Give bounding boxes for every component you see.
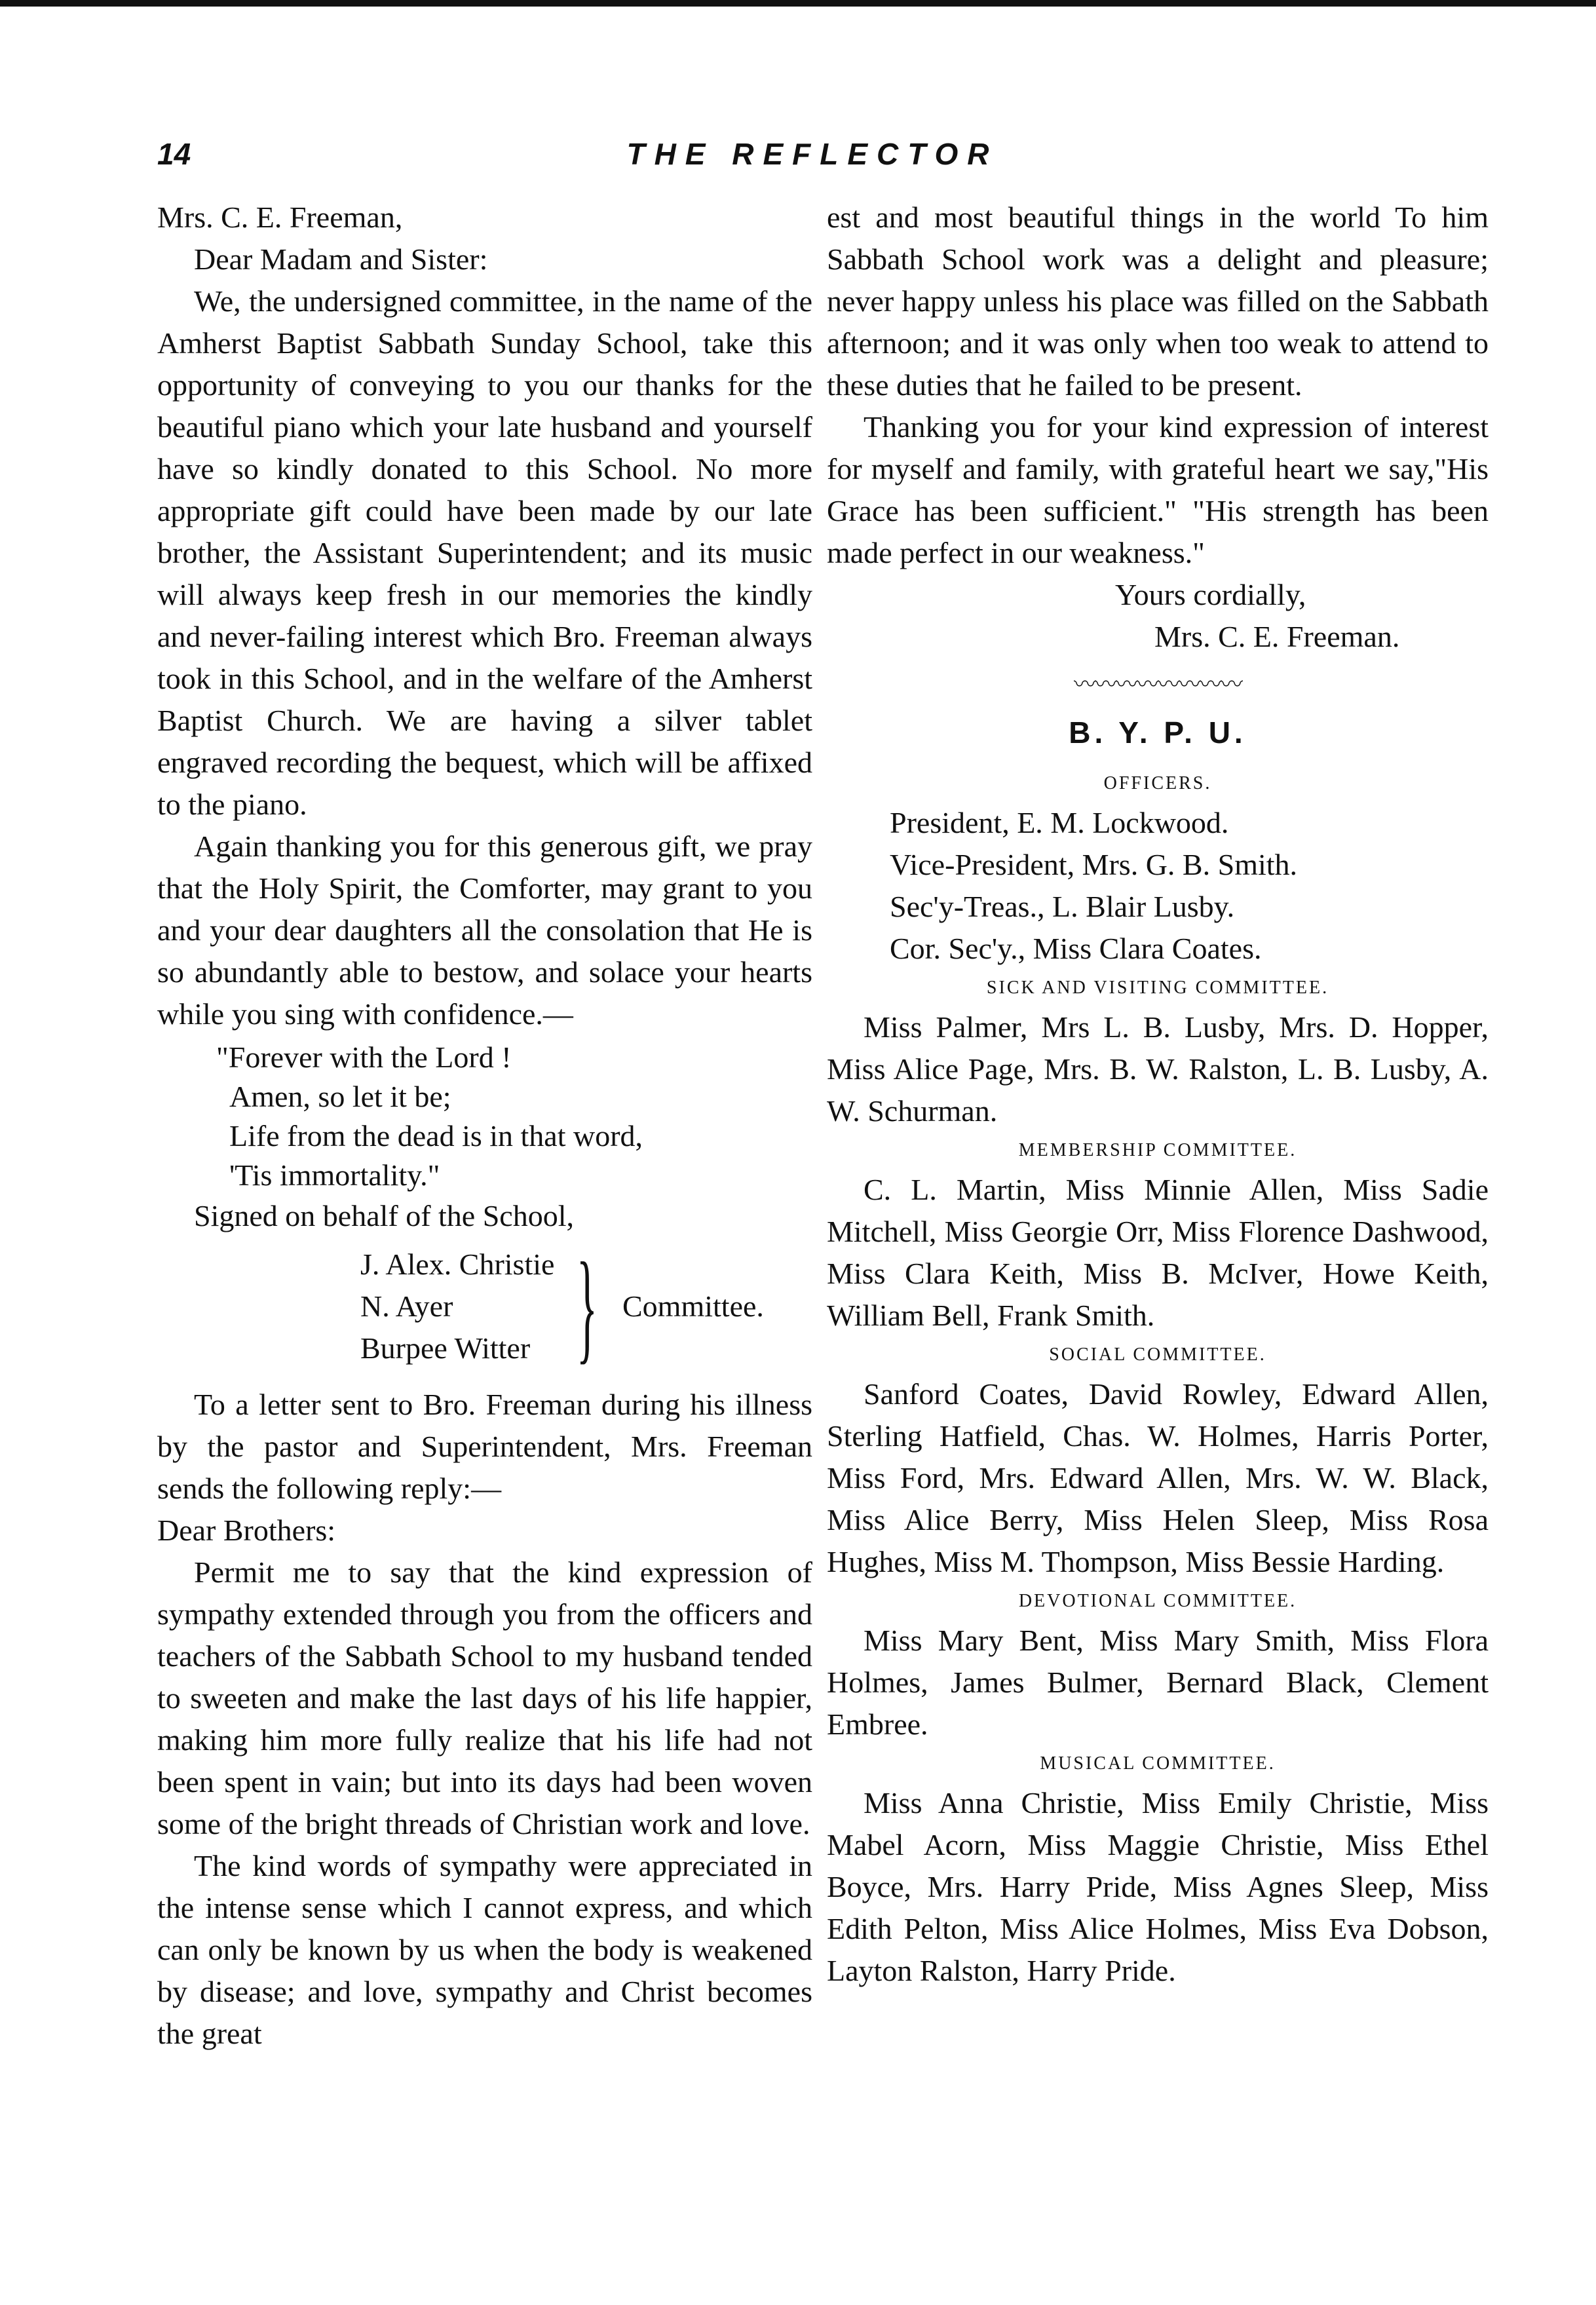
committee-name: N. Ayer — [360, 1289, 453, 1323]
running-title: THE REFLECTOR — [626, 137, 998, 171]
left-column — [157, 197, 812, 2055]
intro-paragraph: To a letter sent to Bro. Freeman during his illness by the pastor and Superintendent, Mrs. Freeman sends the following reply:— — [157, 1388, 812, 1505]
poem-line: "Forever with the Lord ! — [216, 1040, 512, 1074]
officer-entry: President, E. M. Lockwood. — [890, 806, 1229, 839]
reply-salutation: Dear Brothers: — [157, 1514, 336, 1547]
poem-line: Amen, so let it be; — [229, 1080, 451, 1113]
page-header — [157, 136, 1468, 176]
committee-heading: MUSICAL COMMITTEE. — [1040, 1753, 1276, 1774]
poem — [216, 1038, 812, 1195]
committee-members: Miss Mary Bent, Miss Mary Smith, Miss Flora Holmes, James Bulmer, Bernard Black, Clement Embree. — [827, 1624, 1489, 1741]
section-title: B. Y. P. U. — [1069, 715, 1247, 750]
letter-paragraph: We, the undersigned committee, in the name of the Amherst Baptist Sabbath Sunday School, take this opportunity of conveying to you our thanks for the beautiful piano which your late husband and yourself have so kindly donated to this School. No more appropriate gift could have been made by our late brother, the Assistant Superintendent; and its music will always keep fresh in our memories the kindly and never-failing interest which Bro. Freeman always took in this School, and in the welfare of the Amherst Baptist Church. We are having a silver tablet engraved recording the bequest, which will be affixed to the piano. — [157, 284, 812, 821]
reply-paragraph: Thanking you for your kind expression of interest for myself and family, with grateful heart we say,"His Grace has been sufficient." "His strength has been made perfect in our weakness." — [827, 410, 1489, 569]
committee-names — [360, 1244, 554, 1369]
committee-label: Committee. — [622, 1289, 764, 1323]
committee-heading: SOCIAL COMMITTEE. — [1049, 1344, 1266, 1365]
page-number: 14 — [157, 137, 191, 171]
officers-heading: OFFICERS. — [1103, 773, 1212, 793]
wavy-divider: 〰〰〰〰〰〰〰〰 — [1074, 673, 1242, 697]
letter-paragraph: Again thanking you for this generous gift, we pray that the Holy Spirit, the Comforter, may grant to you and your dear daughters all the consolation that He is so abundantly able to bestow, and solace your hearts while you sing with confidence.— — [157, 829, 812, 1031]
committee-heading: DEVOTIONAL COMMITTEE. — [1018, 1591, 1297, 1611]
letter-salutation: Dear Madam and Sister: — [194, 242, 488, 276]
committee-members: Miss Anna Christie, Miss Emily Christie, Miss Mabel Acorn, Miss Maggie Christie, Miss Ethel Boyce, Mrs. Harry Pride, Miss Agnes Sleep, Miss Edith Pelton, Miss Alice Holmes, Miss Eva Dobson, Layton Ralston, Harry Pride. — [827, 1786, 1489, 1987]
committee-signatures — [157, 1238, 812, 1375]
officer-entry: Sec'y-Treas., L. Blair Lusby. — [890, 890, 1235, 923]
committee-heading: MEMBERSHIP COMMITTEE. — [1018, 1140, 1297, 1160]
signature: Mrs. C. E. Freeman. — [1154, 620, 1400, 653]
committee-members: C. L. Martin, Miss Minnie Allen, Miss Sadie Mitchell, Miss Georgie Orr, Miss Florence Dashwood, Miss Clara Keith, Miss B. McIver, Howe Keith, William Bell, Frank Smith. — [827, 1173, 1489, 1332]
committee-name: Burpee Witter — [360, 1331, 531, 1365]
poem-line: Life from the dead is in that word, — [229, 1119, 643, 1152]
committee-heading: SICK AND VISITING COMMITTEE. — [986, 978, 1329, 998]
officer-entry: Vice-President, Mrs. G. B. Smith. — [890, 848, 1298, 881]
closing: Yours cordially, — [1115, 578, 1306, 611]
brace-glyph: } — [577, 1238, 598, 1375]
committee-name: J. Alex. Christie — [360, 1248, 555, 1281]
committee-members: Sanford Coates, David Rowley, Edward Allen, Sterling Hatfield, Chas. W. Holmes, Harris Porter, Miss Ford, Mrs. Edward Allen, Mrs. W. W. Black, Miss Alice Berry, Miss Helen Sleep, Miss Rosa Hughes, Miss M. Thompson, Miss Bessie Harding. — [827, 1377, 1489, 1578]
reply-paragraph: The kind words of sympathy were appreciated in the intense sense which I cannot express, and which can only be known by us when the body is weakened by disease; and love, sympathy and Christ becomes the great — [157, 1849, 812, 2050]
committee-members: Miss Palmer, Mrs L. B. Lusby, Mrs. D. Hopper, Miss Alice Page, Mrs. B. W. Ralston, L. B. Lusby, A. W. Schurman. — [827, 1010, 1489, 1128]
poem-line: 'Tis immortality." — [229, 1158, 440, 1192]
top-rule — [0, 0, 1596, 7]
right-column — [827, 197, 1489, 1992]
officer-entry: Cor. Sec'y., Miss Clara Coates. — [890, 932, 1262, 965]
letter-addressee: Mrs. C. E. Freeman, — [157, 200, 403, 234]
reply-paragraph: Permit me to say that the kind expression of sympathy extended through you from the officers and teachers of the Sabbath School to my husband tended to sweeten and make the last days of his life happier, making him more fully realize that his life had not been spent in vain; but into its days had been woven some of the bright threads of Christian work and love. — [157, 1555, 812, 1840]
signed-line: Signed on behalf of the School, — [194, 1199, 575, 1232]
reply-continuation: est and most beautiful things in the world To him Sabbath School work was a delight and pleasure; never happy unless his place was filled on the Sabbath afternoon; and it was only when too weak to attend to these duties that he failed to be present. — [827, 200, 1489, 402]
